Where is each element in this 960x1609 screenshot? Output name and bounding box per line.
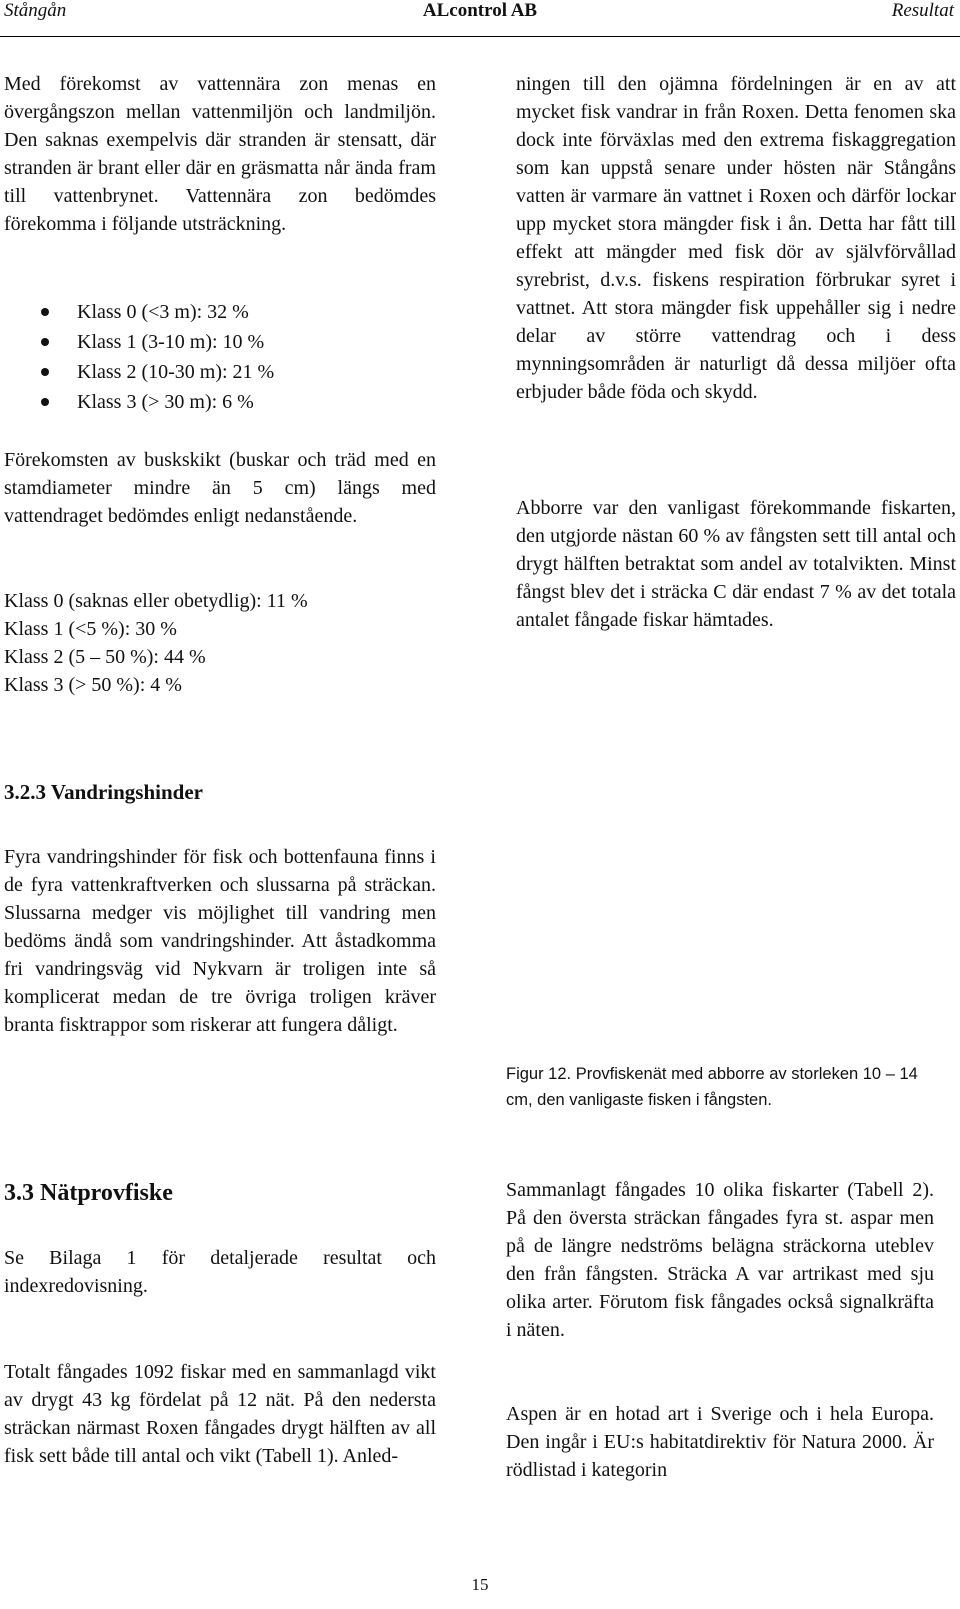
total-catch-paragraph: Totalt fångades 1092 fiskar med en sammanlagd vikt av drygt 43 kg fördelat på 12 nät. På den nedersta sträckan närmast Roxen fångades drygt hälften av all fisk sett både till antal och vikt (Tabell 1). Anled- (4, 1361, 436, 1467)
header-left: Stångån (4, 0, 67, 21)
perch-paragraph: Abborre var den vanligast förekommande fiskarten, den utgjorde nästan 60 % av fångsten sett till antal och drygt hälften betraktat som andel av totalvikten. Minst fångst blev det i sträcka C där endast 7 % av det totala antalet fångade fiskar hämtades. (516, 497, 956, 631)
shrub-intro-paragraph: Förekomsten av buskskikt (buskar och träd med en stamdiameter mindre än 5 cm) längs med vattendraget bedömdes enligt nedanstående. (4, 449, 436, 527)
section-heading-vandringshinder: 3.2.3 Vandringshinder (4, 780, 203, 804)
list-item: Klass 2 (5 – 50 %): 44 % (4, 646, 206, 668)
list-item: Klass 0 (<3 m): 32 % (4, 297, 436, 327)
figure-caption: Figur 12. Provfiskenät med abborre av storleken 10 – 14 cm, den vanligaste fisken i fångsten. (506, 1064, 918, 1109)
bullet-icon (41, 308, 49, 316)
continuation-paragraph: ningen till den ojämna fördelningen är en av att mycket fisk vandrar in från Roxen. Detta fenomen ska dock inte förväxlas med den extrema fiskaggregation som kan uppstå senare under hösten när Stångåns vatten är varmare än vattnet i Roxen och därför lockar upp mycket stora mängder fisk i ån. Detta har fått till effekt att mängder med fisk dör av självförvållad syrebrist, d.v.s. fiskens respiration förbrukar syret i vattnet. Att stora mängder fisk uppehåller sig i nedre delar av större vattendrag och i dess mynningsområden är naturligt då dessa miljöer ofta erbjuder både föda och skydd. (516, 73, 956, 403)
shrub-class-list (4, 587, 436, 699)
list-item: Klass 2 (10-30 m): 21 % (4, 357, 436, 387)
zone-intro-paragraph: Med förekomst av vattennära zon menas en övergångszon mellan vattenmiljön och landmiljön. Den saknas exempelvis där stranden är stensatt, där stranden är brant eller där en gräsmatta når ända fram till vattenbrynet. Vattennära zon bedömdes förekomma i följande utsträckning. (4, 73, 436, 235)
aspen-paragraph: Aspen är en hotad art i Sverige och i hela Europa. Den ingår i EU:s habitatdirektiv för Natura 2000. Är rödlistad i kategorin (506, 1403, 934, 1481)
list-item: Klass 0 (saknas eller obetydlig): 11 % (4, 590, 308, 612)
vandringshinder-paragraph: Fyra vandringshinder för fisk och bottenfauna finns i de fyra vattenkraftverken och slussarna på sträckan. Slussarna medger vis möjlighet till vandring men bedöms ändå som vandringshinder. Att åstadkomma fri vandringsväg vid Nykvarn är troligen inte så komplicerat medan de tre övriga troligen kräver branta fisktrappor som riskerar att fungera dåligt. (4, 846, 436, 1036)
list-item: Klass 3 (> 50 %): 4 % (4, 674, 182, 696)
header-right: Resultat (891, 0, 954, 21)
bullet-icon (41, 398, 49, 406)
list-item: Klass 1 (<5 %): 30 % (4, 618, 177, 640)
page-header (0, 0, 960, 37)
bullet-icon (41, 368, 49, 376)
header-center: ALcontrol AB (422, 0, 538, 21)
section-heading-natprovfiske: 3.3 Nätprovfiske (4, 1180, 173, 1206)
page-number: 15 (471, 1575, 489, 1594)
list-item: Klass 3 (> 30 m): 6 % (4, 387, 436, 417)
bilaga-paragraph: Se Bilaga 1 för detaljerade resultat och indexredovisning. (4, 1247, 436, 1297)
bullet-icon (41, 338, 49, 346)
zone-class-list (4, 297, 436, 417)
species-paragraph: Sammanlagt fångades 10 olika fiskarter (Tabell 2). På den översta sträckan fångades fyra st. aspar men på de längre nedströms belägna sträckorna uteblev den från fångsten. Sträcka A var artrikast med sju olika arter. Förutom fisk fångades också signalkräfta i näten. (506, 1179, 934, 1341)
list-item: Klass 1 (3-10 m): 10 % (4, 327, 436, 357)
